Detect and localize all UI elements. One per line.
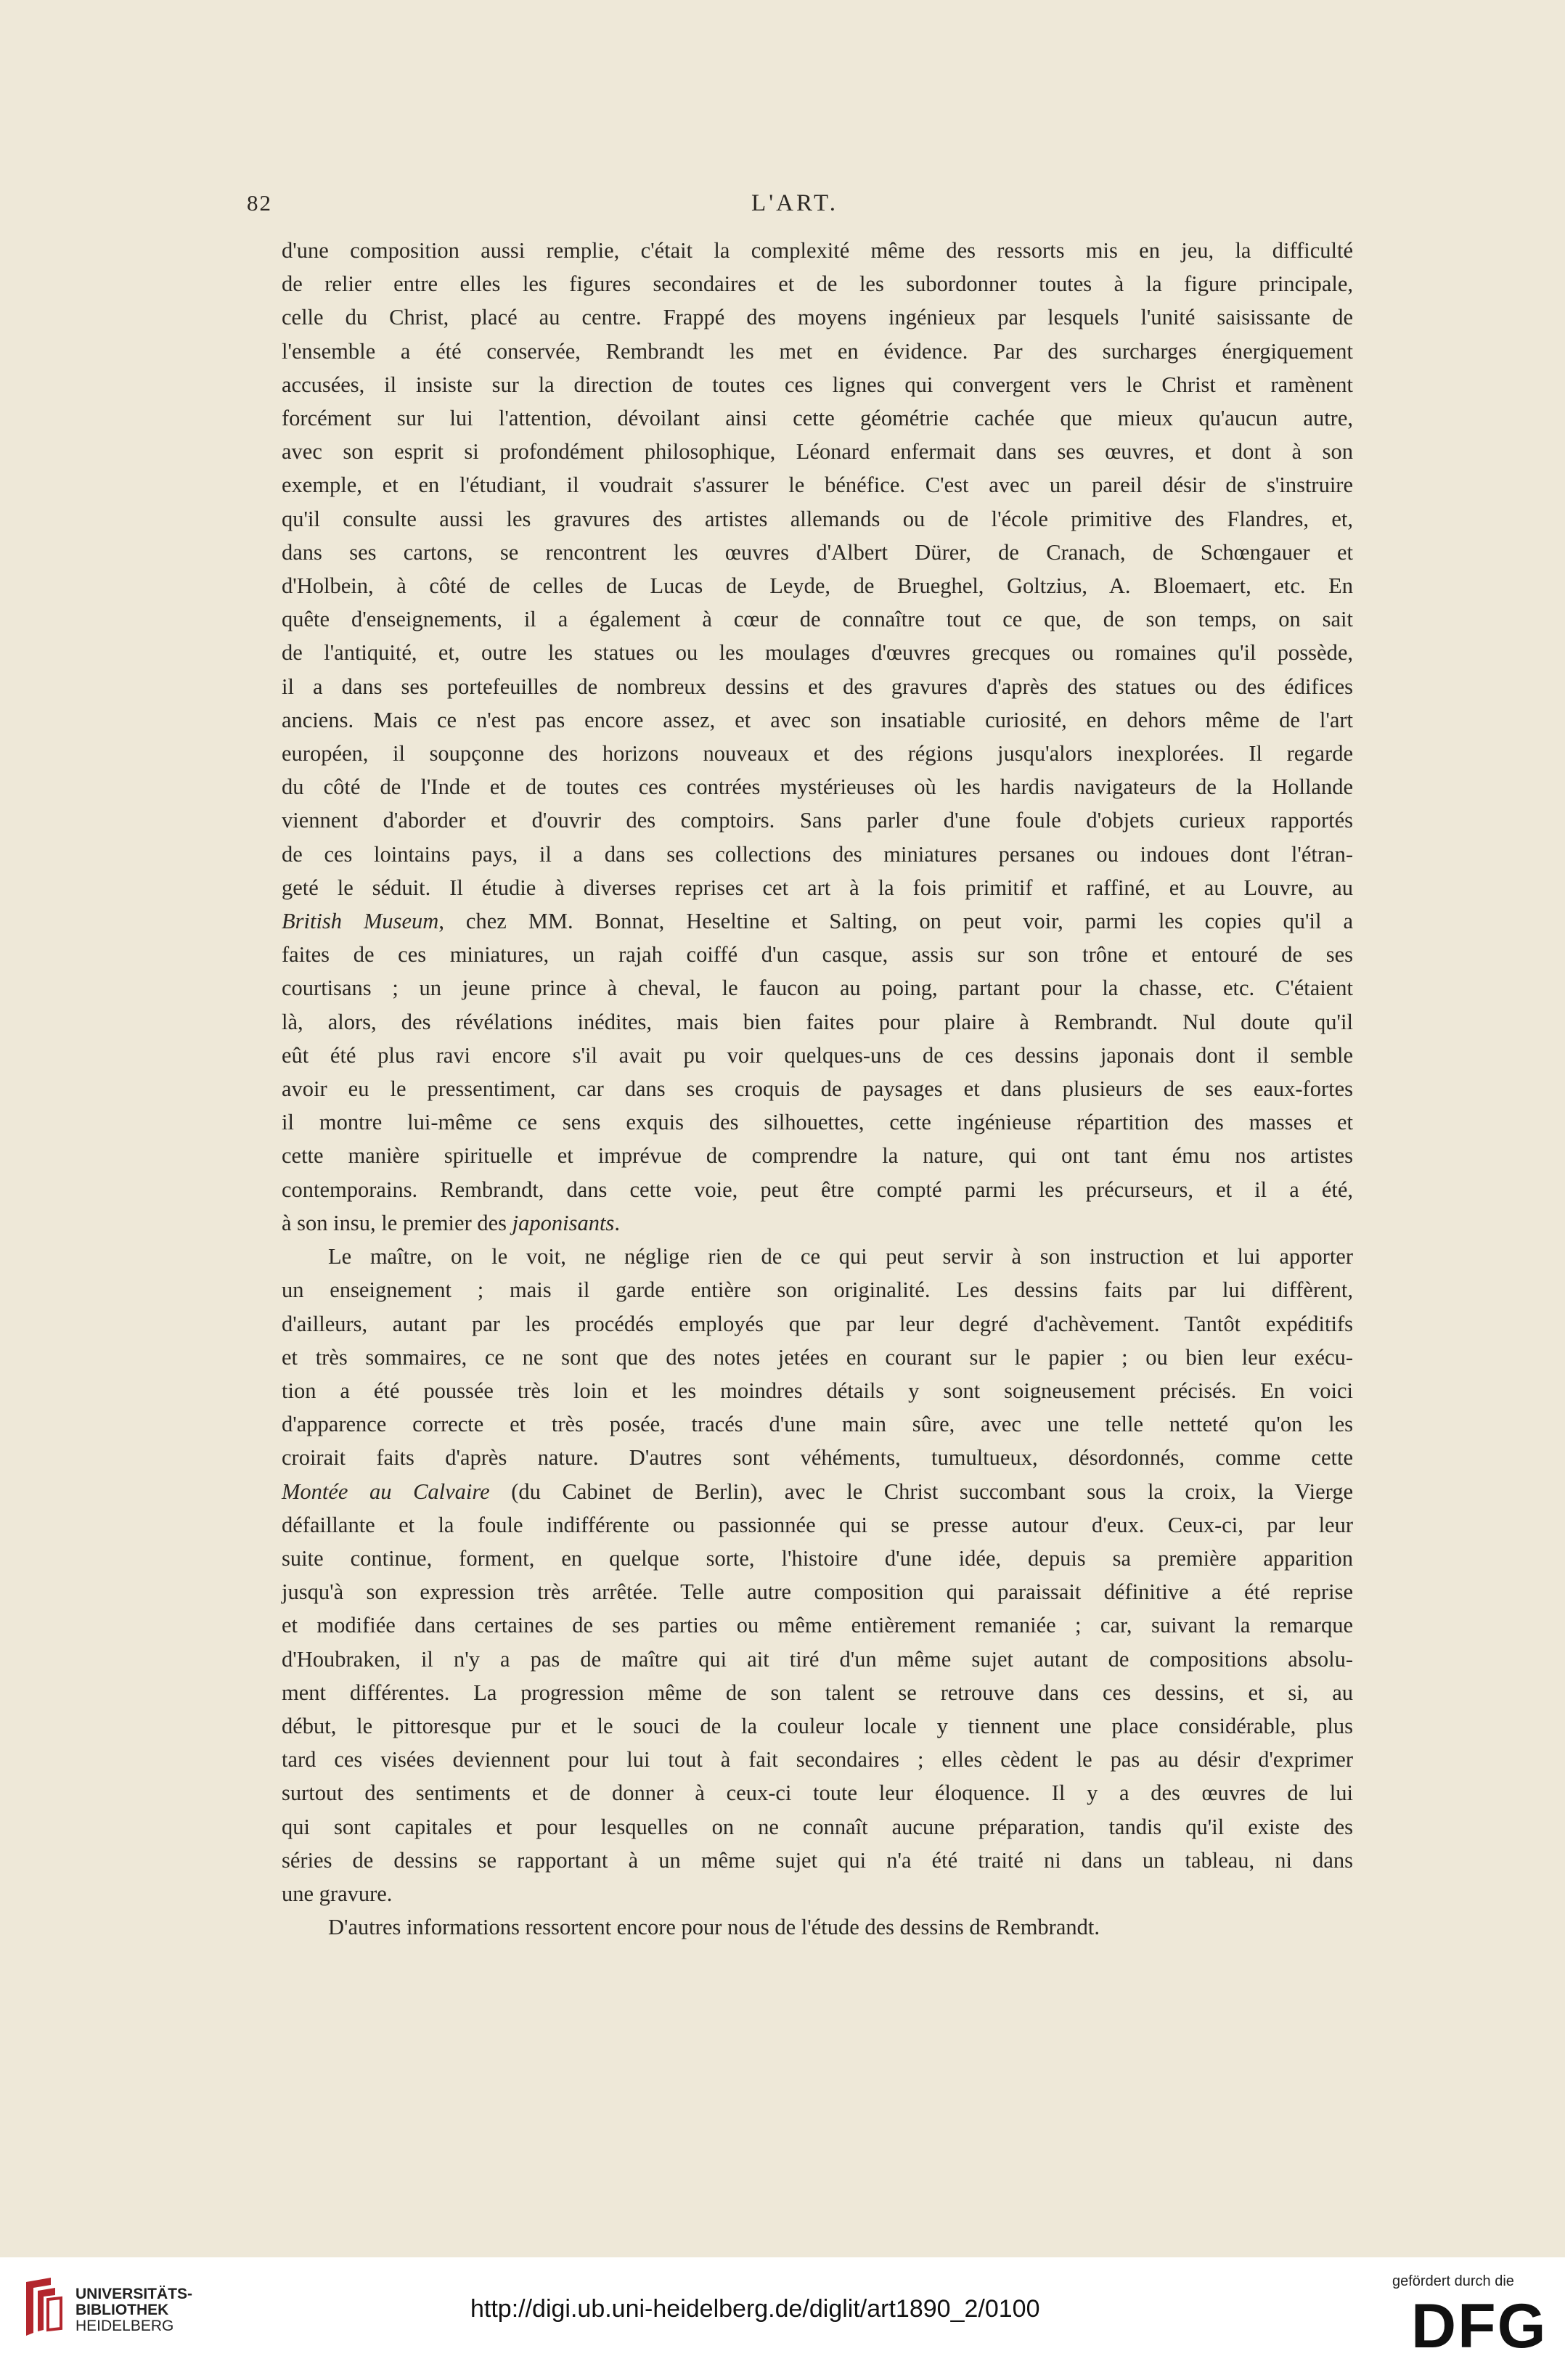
text-line: British Museum, chez MM. Bonnat, Heseltine et Salting, on peut voir, parmi les copies qu'il a [282, 909, 1353, 934]
text-line: quête d'enseignements, il a également à cœur de connaître tout ce que, de son temps, on sait [282, 607, 1353, 632]
running-head: L'ART. [751, 190, 838, 216]
text-line: anciens. Mais ce n'est pas encore assez, et avec son insatiable curiosité, en dehors même de l'art [282, 707, 1353, 732]
text-line: d'ailleurs, autant par les procédés employés que par leur degré d'achèvement. Tantôt expéditifs [282, 1311, 1353, 1336]
text-line: d'Houbraken, il n'y a pas de maître qui ait tiré d'un même sujet autant de compositions absolu- [282, 1646, 1353, 1672]
library-logo-icon [22, 2276, 65, 2339]
text-line: geté le séduit. Il étudie à diverses reprises cet art à la fois primitif et raffiné, et au Louvre, au [282, 875, 1353, 900]
text-line: forcément sur lui l'attention, dévoilant ainsi cette géométrie cachée que mieux qu'aucun autre, [282, 406, 1353, 431]
text-line: dans ses cartons, se rencontrent les œuvres d'Albert Dürer, de Cranach, de Schœngauer et [282, 539, 1353, 565]
library-name-line-3: HEIDELBERG [75, 2318, 174, 2334]
page-header [247, 190, 1343, 226]
text-line: d'Holbein, à côté de celles de Lucas de Leyde, de Brueghel, Goltzius, A. Bloemaert, etc. En [282, 573, 1353, 599]
text-line: une gravure. [282, 1881, 393, 1906]
text-line: d'une composition aussi remplie, c'était la complexité même des ressorts mis en jeu, la difficulté [282, 238, 1353, 263]
text-line: avoir eu le pressentiment, car dans ses croquis de paysages et dans plusieurs de ses eaux-fortes [282, 1076, 1353, 1102]
italic-title: British Museum [282, 909, 439, 934]
text-line: un enseignement ; mais il garde entière son originalité. Les dessins faits par lui diffèrent, [282, 1277, 1353, 1303]
text-line: Montée au Calvaire (du Cabinet de Berlin), avec le Christ succombant sous la croix, la Vierge [282, 1479, 1353, 1504]
dfg-logo: DFG [1411, 2291, 1548, 2361]
text-line: surtout des sentiments et de donner à ceux-ci toute leur éloquence. Il y a des œuvres de lui [282, 1780, 1353, 1806]
library-logo [22, 2276, 65, 2339]
text-line: tion a été poussée très loin et les moindres détails y sont soigneusement précisés. En voici [282, 1378, 1353, 1403]
italic-title: japonisants [512, 1210, 615, 1235]
text-line: viennent d'aborder et d'ouvrir des comptoirs. Sans parler d'une foule d'objets curieux rapportés [282, 808, 1353, 833]
text-line: courtisans ; un jeune prince à cheval, le faucon au poing, partant pour la chasse, etc. C'étaient [282, 976, 1353, 1001]
funding-note: gefördert durch die [1392, 2273, 1514, 2289]
text-line: de relier entre elles les figures secondaires et de les subordonner toutes à la figure principale, [282, 271, 1353, 297]
text-line: accusées, il insiste sur la direction de toutes ces lignes qui convergent vers le Christ et ramènent [282, 372, 1353, 397]
text-line: il montre lui-même ce sens exquis des silhouettes, cette ingénieuse répartition des masses et [282, 1110, 1353, 1135]
text-line: faites de ces miniatures, un rajah coiffé d'un casque, assis sur son trône et entouré de ses [282, 942, 1353, 968]
text-line: l'ensemble a été conservée, Rembrandt les met en évidence. Par des surcharges énergiquement [282, 338, 1353, 364]
text-line: qu'il consulte aussi les gravures des artistes allemands ou de l'école primitive des Flandres, et, [282, 506, 1353, 531]
text-line: début, le pittoresque pur et le souci de la couleur locale y tiennent une place considérable, plus [282, 1713, 1353, 1738]
library-name-line-1: UNIVERSITÄTS- [75, 2286, 193, 2302]
text-line: cette manière spirituelle et imprévue de comprendre la nature, qui ont tant ému nos artistes [282, 1143, 1353, 1169]
text-line: séries de dessins se rapportant à un même sujet qui n'a été traité ni dans un tableau, ni dans [282, 1847, 1353, 1873]
text-line: à son insu, le premier des japonisants. [282, 1210, 620, 1235]
text-line: il a dans ses portefeuilles de nombreux dessins et des gravures d'après des statues ou des édifices [282, 674, 1353, 699]
article-body [282, 234, 1353, 1944]
text-line: avec son esprit si profondément philosophique, Léonard enfermait dans ses œuvres, et dont à son [282, 439, 1353, 465]
footer-bar [0, 2257, 1565, 2380]
page-number: 82 [247, 190, 272, 216]
text-line: européen, il soupçonne des horizons nouveaux et des régions jusqu'alors inexplorées. Il regarde [282, 741, 1353, 766]
text-line: exemple, et en l'étudiant, il voudrait s'assurer le bénéfice. C'est avec un pareil désir de s'instruire [282, 473, 1353, 498]
text-line: contemporains. Rembrandt, dans cette voie, peut être compté parmi les précurseurs, et il a été, [282, 1177, 1353, 1202]
text-line: croirait faits d'après nature. D'autres sont véhéments, tumultueux, désordonnés, comme cette [282, 1445, 1353, 1471]
text-line: du côté de l'Inde et de toutes ces contrées mystérieuses où les hardis navigateurs de la Hollande [282, 774, 1353, 800]
paragraph [282, 1910, 1353, 1944]
italic-title: Montée au Calvaire [282, 1479, 490, 1504]
text-line: et modifiée dans certaines de ses parties ou même entièrement remaniée ; car, suivant la remarque [282, 1613, 1353, 1638]
text-line: de l'antiquité, et, outre les statues ou les moulages d'œuvres grecques ou romaines qu'il possède, [282, 640, 1353, 666]
text-line: de ces lointains pays, il a dans ses collections des miniatures persanes ou indoues dont l'étran- [282, 841, 1353, 867]
text-line: Le maître, on le voit, ne néglige rien de ce qui peut servir à son instruction et lui apporter [328, 1244, 1353, 1269]
text-line: qui sont capitales et pour lesquelles on ne connaît aucune préparation, tandis qu'il existe des [282, 1814, 1353, 1839]
text-line: tard ces visées deviennent pour lui tout à fait secondaires ; elles cèdent le pas au désir d'exprimer [282, 1747, 1353, 1772]
text-line: suite continue, forment, en quelque sorte, l'histoire d'une idée, depuis sa première apparition [282, 1545, 1353, 1571]
text-line: celle du Christ, placé au centre. Frappé des moyens ingénieux par lesquels l'unité saisissante de [282, 305, 1353, 330]
text-line: d'apparence correcte et très posée, tracés d'une main sûre, avec une telle netteté qu'on les [282, 1412, 1353, 1437]
text-line: ment différentes. La progression même de son talent se retrouve dans ces dessins, et si, au [282, 1680, 1353, 1705]
text-line: eût été plus ravi encore s'il avait pu voir quelques-uns de ces dessins japonais dont il semble [282, 1042, 1353, 1068]
text-line: et très sommaires, ce ne sont que des notes jetées en courant sur le papier ; ou bien leur exécu- [282, 1344, 1353, 1370]
library-name-line-2: BIBLIOTHEK [75, 2302, 169, 2318]
text-line: défaillante et la foule indifférente ou passionnée qui se presse autour d'eux. Ceux-ci, par leur [282, 1512, 1353, 1537]
paragraph [282, 234, 1353, 1240]
library-name [75, 2286, 192, 2334]
text-line: là, alors, des révélations inédites, mais bien faites pour plaire à Rembrandt. Nul doute qu'il [282, 1009, 1353, 1034]
digital-copy-link[interactable]: http://digi.ub.uni-heidelberg.de/diglit/art1890_2/0100 [470, 2295, 1040, 2323]
text-line: jusqu'à son expression très arrêtée. Telle autre composition qui paraissait définitive a été reprise [282, 1579, 1353, 1605]
text-line: D'autres informations ressortent encore pour nous de l'étude des dessins de Rembrandt. [328, 1915, 1100, 1940]
paragraph [282, 1240, 1353, 1910]
